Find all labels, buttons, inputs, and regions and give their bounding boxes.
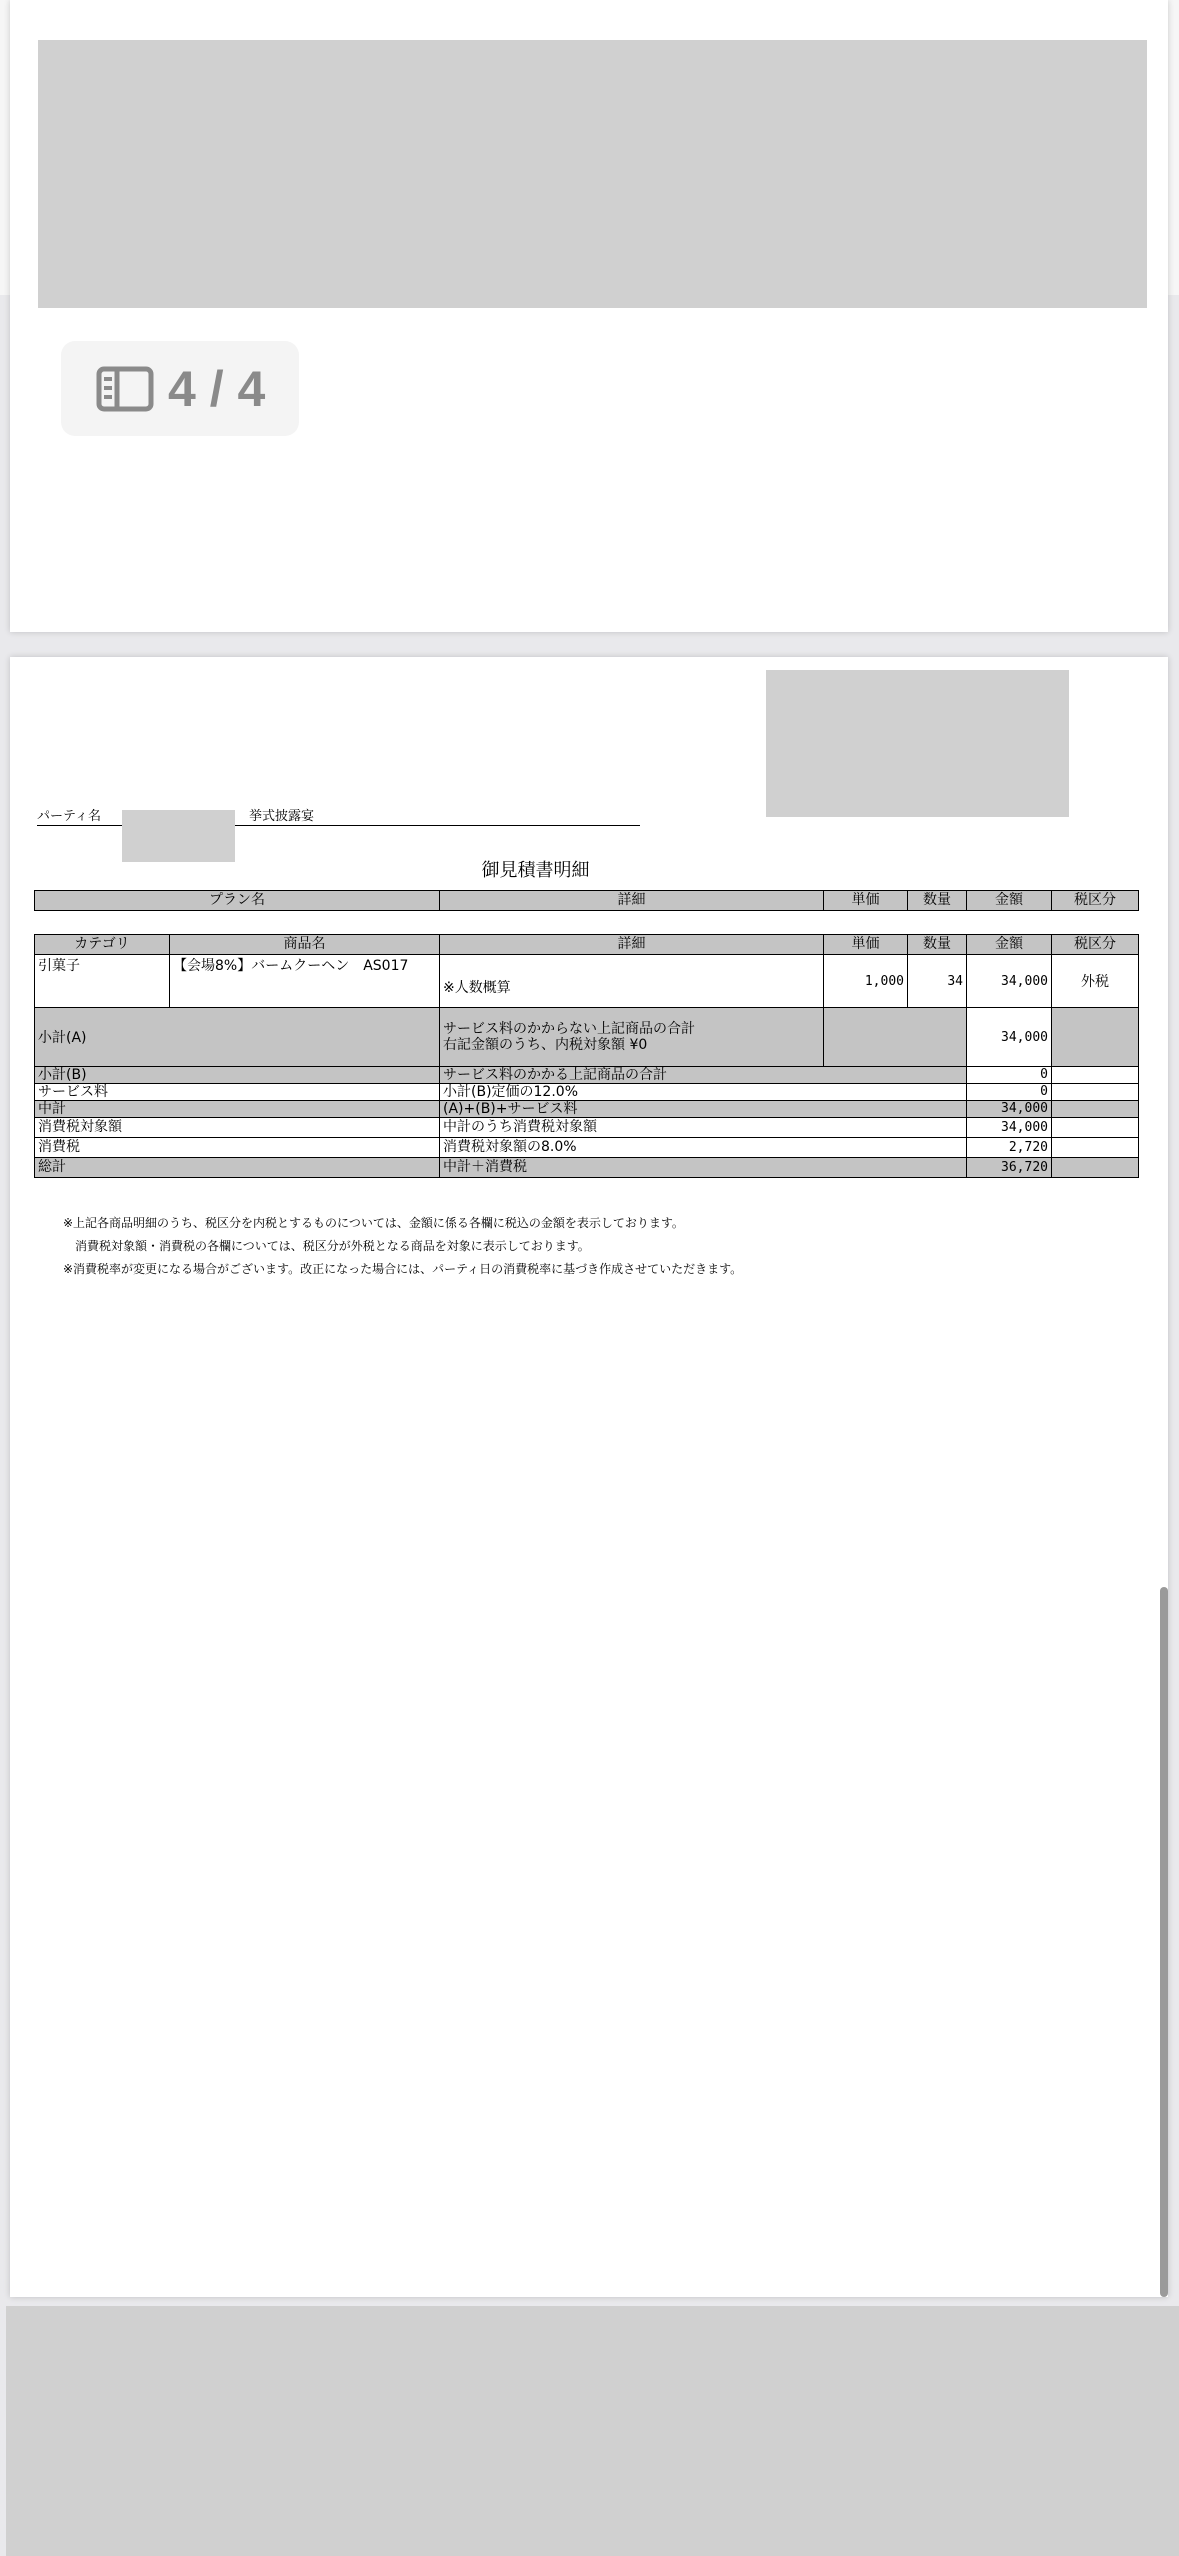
- note-line: 消費税対象額・消費税の各欄については、税区分が外税となる商品を対象に表示しております。: [63, 1239, 590, 1253]
- summary-detail: サービス料のかかる上記商品の合計: [440, 1067, 967, 1084]
- items-header-detail: 詳細: [440, 935, 824, 955]
- item-name: 【会場8%】バームクーヘン AS017: [170, 955, 440, 1008]
- items-table: [34, 934, 1139, 1178]
- plan-header-qty: 数量: [908, 891, 967, 911]
- subtotal-a-amount: 34,000: [967, 1008, 1052, 1067]
- redacted-block: [122, 810, 235, 862]
- subtotal-a-detail-1: サービス料のかからない上記商品の合計: [443, 1021, 695, 1037]
- summary-row: [35, 1118, 1139, 1138]
- summary-label: 消費税: [35, 1138, 440, 1158]
- summary-label: サービス料: [35, 1084, 440, 1101]
- summary-amount: 34,000: [967, 1101, 1052, 1118]
- summary-amount: 0: [967, 1067, 1052, 1084]
- items-header-name: 商品名: [170, 935, 440, 955]
- summary-label: 小計(B): [35, 1067, 440, 1084]
- summary-row: [35, 1067, 1139, 1084]
- plan-header-amount: 金額: [967, 891, 1052, 911]
- summary-label: 総計: [35, 1158, 440, 1178]
- item-tax: 外税: [1052, 955, 1139, 1008]
- summary-label: 中計: [35, 1101, 440, 1118]
- items-header-tax: 税区分: [1052, 935, 1139, 955]
- plan-table: [34, 890, 1139, 911]
- plan-header-tax: 税区分: [1052, 891, 1139, 911]
- sidebar-icon: [96, 366, 154, 412]
- redacted-block: [6, 2306, 1179, 2556]
- item-amount: 34,000: [967, 955, 1052, 1008]
- plan-header-detail: 詳細: [440, 891, 824, 911]
- summary-row: [35, 1138, 1139, 1158]
- item-qty: 34: [908, 955, 967, 1008]
- note-line: ※上記各商品明細のうち、税区分を内税とするものについては、金額に係る各欄に税込の金額を表示しております。: [63, 1216, 684, 1230]
- summary-detail: (A)+(B)+サービス料: [440, 1101, 967, 1118]
- party-value: 挙式披露宴: [249, 809, 315, 824]
- summary-amount: 0: [967, 1084, 1052, 1101]
- items-header-category: カテゴリ: [35, 935, 170, 955]
- item-detail: ※人数概算: [440, 955, 824, 1008]
- items-header-amount: 金額: [967, 935, 1052, 955]
- item-unit-price: 1,000: [824, 955, 908, 1008]
- item-category: 引菓子: [35, 955, 170, 1008]
- items-header-qty: 数量: [908, 935, 967, 955]
- summary-label: 消費税対象額: [35, 1118, 440, 1138]
- scrollbar[interactable]: [1160, 1587, 1168, 2297]
- redacted-block: [38, 40, 1147, 308]
- summary-detail: 中計のうち消費税対象額: [440, 1118, 967, 1138]
- note-line: ※消費税率が変更になる場合がございます。改正になった場合には、パーティ日の消費税率に基づき作成させていただきます。: [63, 1262, 743, 1276]
- page-indicator[interactable]: [61, 341, 299, 436]
- plan-header-unit-price: 単価: [824, 891, 908, 911]
- table-row: [35, 955, 1139, 1008]
- summary-amount: 34,000: [967, 1118, 1052, 1138]
- page-indicator-text: 4 / 4: [168, 360, 266, 417]
- party-label: パーティ名: [37, 809, 101, 824]
- plan-header-name: プラン名: [35, 891, 440, 911]
- summary-detail: 中計＋消費税: [440, 1158, 967, 1178]
- summary-detail: 小計(B)定価の12.0%: [440, 1084, 967, 1101]
- notes: [63, 1212, 742, 1281]
- items-header-unit-price: 単価: [824, 935, 908, 955]
- document-page: [10, 657, 1168, 2297]
- summary-row: [35, 1158, 1139, 1178]
- summary-row: [35, 1101, 1139, 1118]
- redacted-block: [766, 670, 1069, 817]
- summary-row: [35, 1084, 1139, 1101]
- subtotal-a-row: [35, 1008, 1139, 1067]
- summary-amount: 36,720: [967, 1158, 1052, 1178]
- summary-amount: 2,720: [967, 1138, 1052, 1158]
- subtotal-a-label: 小計(A): [35, 1008, 440, 1067]
- document-title: 御見積書明細: [481, 860, 590, 881]
- subtotal-a-detail-2: 右記金額のうち、内税対象額 ¥0: [443, 1037, 648, 1053]
- summary-detail: 消費税対象額の8.0%: [440, 1138, 967, 1158]
